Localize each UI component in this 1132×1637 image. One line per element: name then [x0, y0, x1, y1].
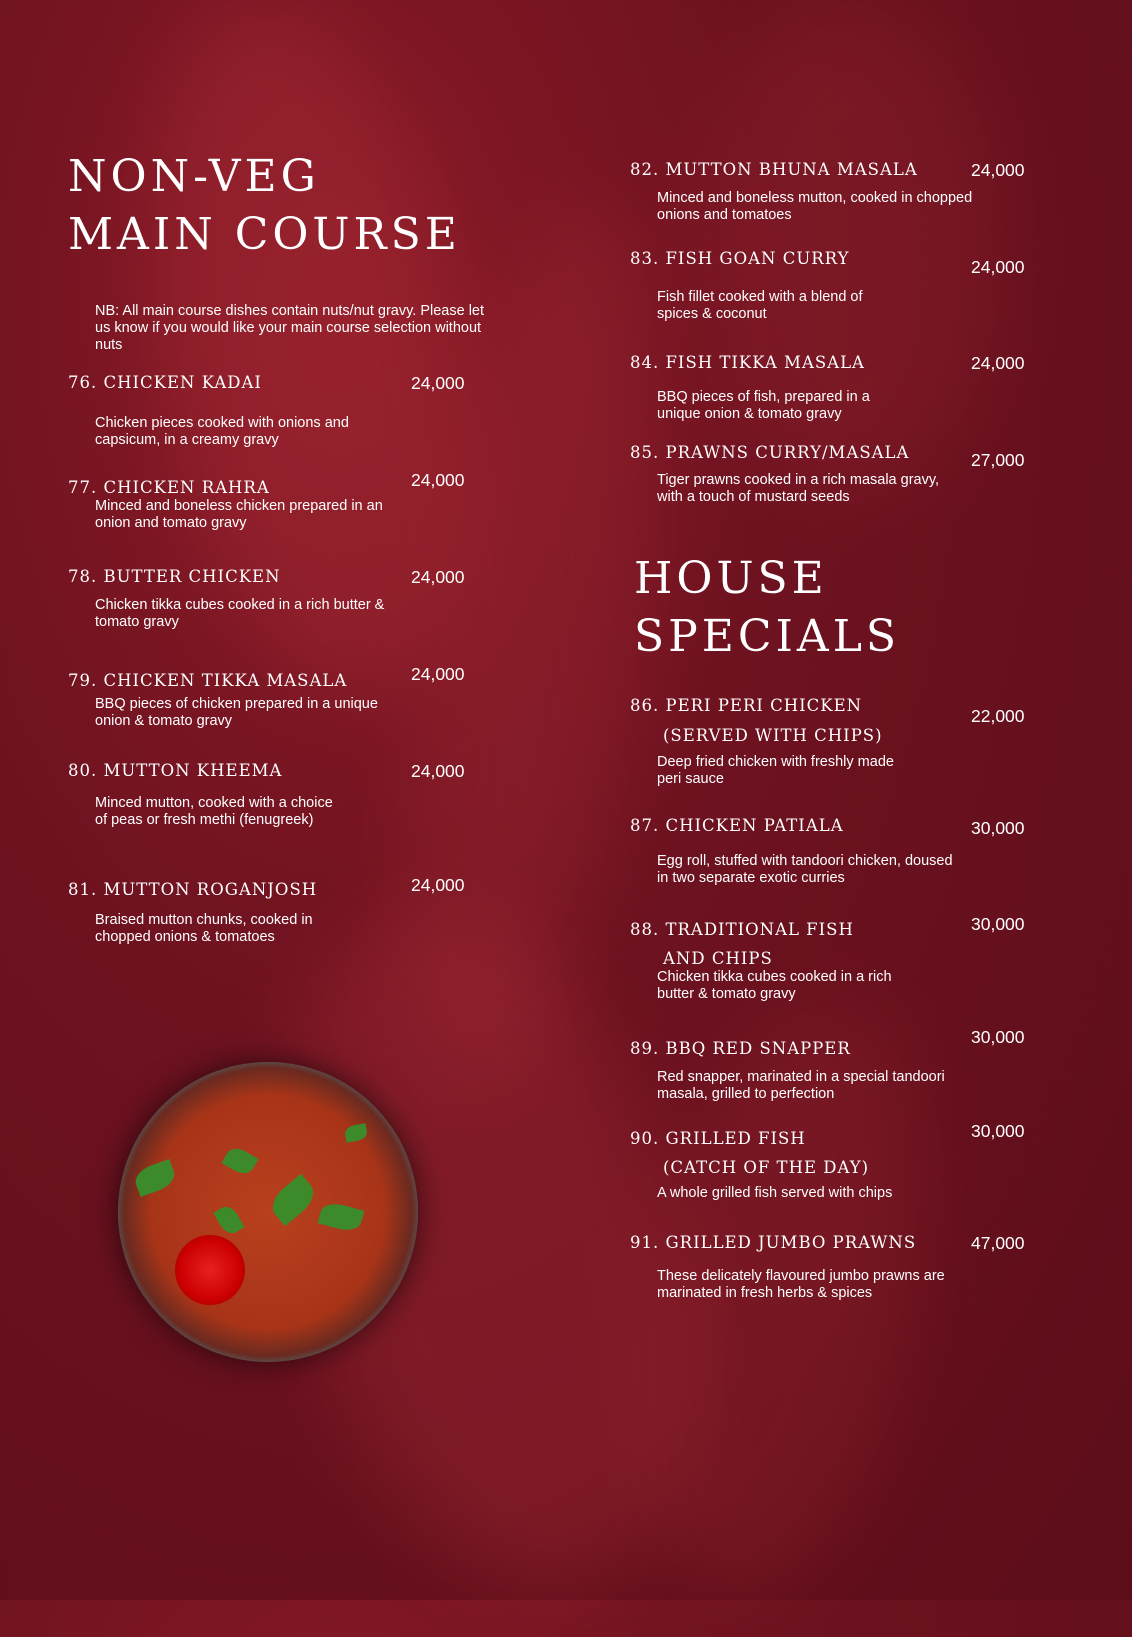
- item-price: 30,000: [971, 914, 1025, 934]
- curry-bowl-image: [118, 1062, 418, 1362]
- item-price: 24,000: [411, 567, 465, 587]
- title-line-2: MAIN COURSE: [68, 209, 461, 260]
- item-price: 22,000: [971, 706, 1025, 726]
- nuts-note: NB: All main course dishes contain nuts/nut gravy. Please let us know if you would like your main course selection without nuts: [95, 303, 485, 353]
- item-price: 24,000: [411, 373, 465, 393]
- title-line-2: SPECIALS: [634, 611, 901, 662]
- item-price: 24,000: [971, 160, 1025, 180]
- title-line-1: NON-VEG: [68, 151, 320, 202]
- item-price: 24,000: [971, 353, 1025, 373]
- item-price: 24,000: [411, 875, 465, 895]
- item-price: 30,000: [971, 818, 1025, 838]
- item-price: 24,000: [971, 257, 1025, 277]
- item-price: 24,000: [411, 470, 465, 490]
- item-price: 30,000: [971, 1121, 1025, 1141]
- item-price: 24,000: [411, 664, 465, 684]
- item-price: 24,000: [411, 761, 465, 781]
- item-price: 47,000: [971, 1233, 1025, 1253]
- section-title-house-specials: [634, 550, 900, 666]
- tomato-rose-garnish: [175, 1235, 245, 1305]
- item-price: 30,000: [971, 1027, 1025, 1047]
- section-title-non-veg: [68, 148, 461, 264]
- title-line-1: HOUSE: [634, 553, 828, 604]
- item-price: 27,000: [971, 450, 1025, 470]
